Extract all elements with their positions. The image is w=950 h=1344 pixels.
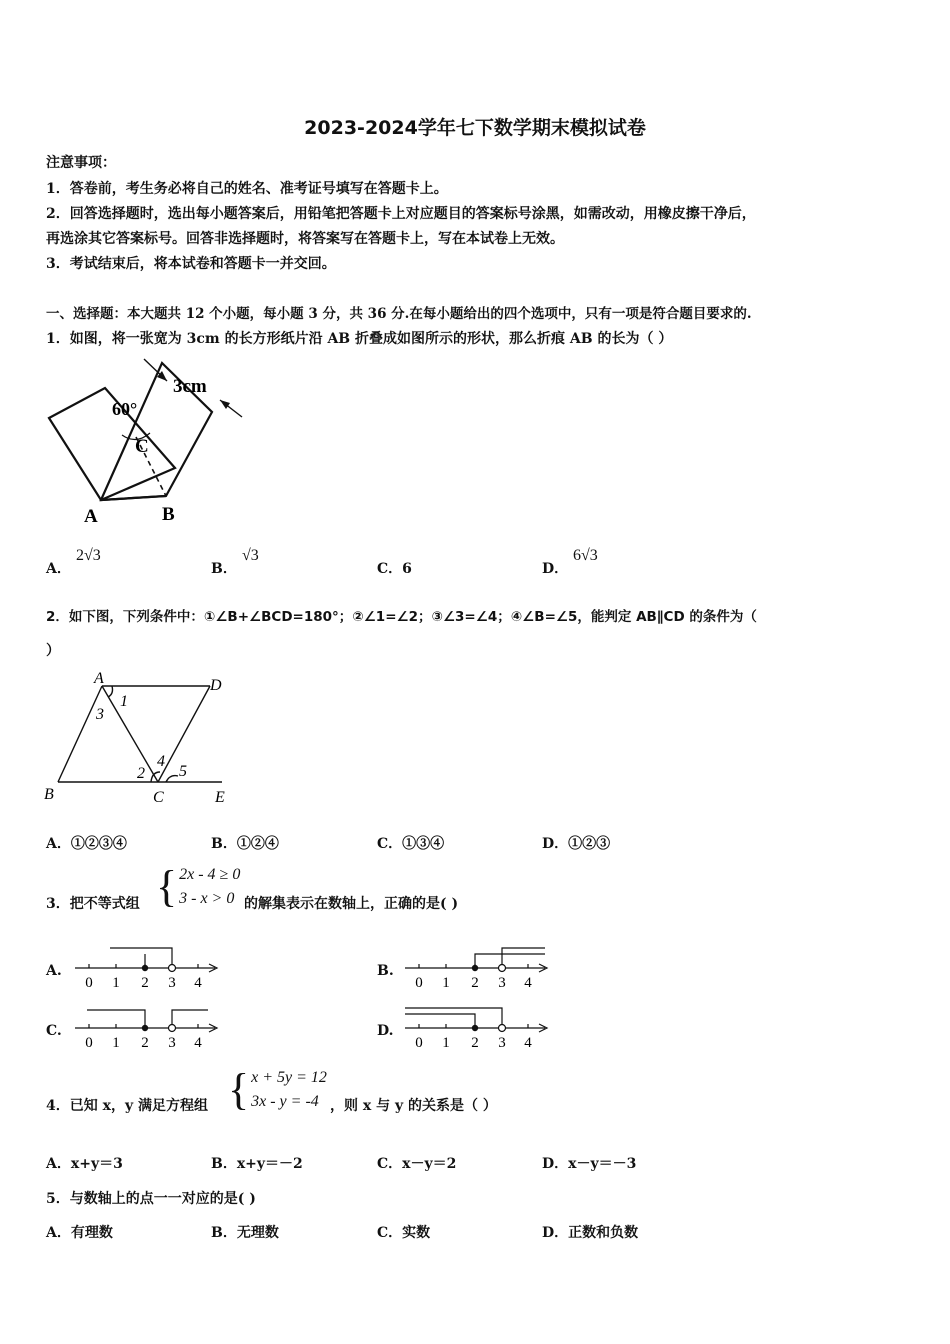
q1-fold-figure	[40, 355, 255, 530]
q4-option-b: B．x+y＝－2	[211, 1156, 303, 1172]
angle-1-arc	[108, 686, 113, 697]
point-b-label: B	[162, 504, 175, 525]
tick-2: 2	[141, 1035, 149, 1051]
tick-2: 2	[141, 975, 149, 991]
q3-option-c: C.	[46, 1023, 62, 1039]
line-ab	[58, 686, 102, 782]
angle-1-label: 1	[120, 693, 128, 710]
angle-2-label: 2	[137, 765, 145, 782]
notice-item-2a: 2．回答选择题时，选出每小题答案后，用铅笔把答题卡上对应题目的答案标号涂黑，如需改动，用橡皮擦干净后，	[46, 206, 756, 222]
label-a: A	[94, 670, 104, 687]
angle-5-arc	[166, 776, 178, 782]
q2-stem-end: ）	[46, 643, 60, 659]
q3-number-line-b	[400, 943, 555, 991]
q2-option-b: B．①②④	[211, 836, 279, 852]
q5-option-a: A．有理数	[46, 1225, 113, 1241]
angle-3-label: 3	[96, 706, 104, 723]
q4-option-a: A．x+y＝3	[46, 1156, 123, 1172]
tick-0: 0	[85, 975, 93, 991]
q2-option-c: C．①③④	[377, 836, 445, 852]
tick-3: 3	[168, 1035, 176, 1051]
q4-option-c: C．x－y＝2	[377, 1156, 457, 1172]
q2-stem: 2．如下图，下列条件中：①∠B+∠BCD=180°；②∠1=∠2；③∠3=∠4；④∠B=∠5，能判定 AB∥CD 的条件为（	[46, 609, 757, 625]
q4-suffix: ，则 x 与 y 的关系是（ ）	[330, 1098, 497, 1114]
notice-item-2b: 再选涂其它答案标号。回答非选择题时，将答案写在答题卡上，写在本试卷上无效。	[46, 231, 564, 247]
q3-inequality-2: 3 - x > 0	[179, 890, 235, 907]
tick-4: 4	[524, 975, 532, 991]
width-label: 3cm	[173, 376, 207, 397]
notice-item-3: 3．考试结束后，将本试卷和答题卡一并交回。	[46, 256, 336, 272]
q4-equation-system: { x + 5y = 12 3x - y = -4	[228, 1065, 327, 1114]
q5-option-d: D．正数和负数	[542, 1225, 639, 1241]
angle-label: 60°	[112, 399, 138, 419]
q5-stem: 5．与数轴上的点一一对应的是( )	[46, 1191, 256, 1207]
line-ac	[102, 686, 158, 782]
point-c-label: C	[135, 436, 149, 457]
q3-prefix: 3．把不等式组	[46, 896, 140, 912]
q1-option-d-value: 6√3	[573, 547, 598, 564]
tick-1: 1	[112, 1035, 120, 1051]
tick-0: 0	[85, 1035, 93, 1051]
page-title: 2023-2024学年七下数学期末模拟试卷	[304, 117, 646, 139]
tick-3: 3	[168, 975, 176, 991]
q1-option-a-value: 2√3	[76, 547, 101, 564]
q3-number-line-a	[70, 943, 225, 991]
tick-3: 3	[498, 1035, 506, 1051]
q3-option-d: D.	[377, 1023, 394, 1039]
tick-1: 1	[442, 975, 450, 991]
q2-option-d: D．①②③	[542, 836, 611, 852]
q5-option-c: C．实数	[377, 1225, 431, 1241]
q5-option-b: B．无理数	[211, 1225, 279, 1241]
notice-item-1: 1．答卷前，考生务必将自己的姓名、准考证号填写在答题卡上。	[46, 181, 448, 197]
angle-5-label: 5	[179, 763, 187, 780]
tick-0: 0	[415, 975, 423, 991]
q1-stem: 1．如图，将一张宽为 3cm 的长方形纸片沿 AB 折叠成如图所示的形状，那么折痕 AB 的长为（ ）	[46, 331, 673, 347]
q3-inequality-system: { 2x - 4 ≥ 0 3 - x > 0	[156, 862, 241, 911]
tick-4: 4	[524, 1035, 532, 1051]
tick-2: 2	[471, 975, 479, 991]
q3-suffix: 的解集表示在数轴上，正确的是( )	[244, 896, 459, 912]
q3-option-b: B.	[377, 963, 394, 979]
tick-4: 4	[194, 975, 202, 991]
q3-option-a: A.	[46, 963, 62, 979]
q4-prefix: 4．已知 x，y 满足方程组	[46, 1098, 208, 1114]
label-e: E	[215, 789, 225, 806]
q4-equation-1: x + 5y = 12	[251, 1069, 327, 1086]
label-d: D	[210, 677, 222, 694]
tick-1: 1	[112, 975, 120, 991]
q2-option-a: A．①②③④	[46, 836, 127, 852]
q1-option-c: C．6	[377, 561, 412, 577]
notice-heading: 注意事项：	[46, 155, 116, 171]
q3-number-line-d	[400, 1003, 555, 1051]
angle-4-label: 4	[157, 753, 165, 770]
tick-3: 3	[498, 975, 506, 991]
q1-option-d: D．	[542, 561, 569, 577]
tick-2: 2	[471, 1035, 479, 1051]
q3-inequality-1: 2x - 4 ≥ 0	[179, 866, 241, 883]
q2-parallel-figure	[40, 668, 240, 810]
q3-number-line-c	[70, 1003, 225, 1051]
label-b: B	[44, 786, 54, 803]
section-heading: 一、选择题：本大题共 12 个小题，每小题 3 分，共 36 分.在每小题给出的四个选项中，只有一项是符合题目要求的.	[46, 306, 752, 322]
q1-option-b-value: √3	[242, 547, 259, 564]
tick-0: 0	[415, 1035, 423, 1051]
q1-option-a: A．	[46, 561, 71, 577]
point-a-label: A	[84, 506, 98, 527]
tick-4: 4	[194, 1035, 202, 1051]
label-c: C	[153, 789, 164, 806]
arrowhead-right	[220, 400, 230, 409]
q1-option-b: B．	[211, 561, 237, 577]
q4-equation-2: 3x - y = -4	[251, 1093, 319, 1110]
q4-option-d: D．x－y＝－3	[542, 1156, 637, 1172]
tick-1: 1	[442, 1035, 450, 1051]
